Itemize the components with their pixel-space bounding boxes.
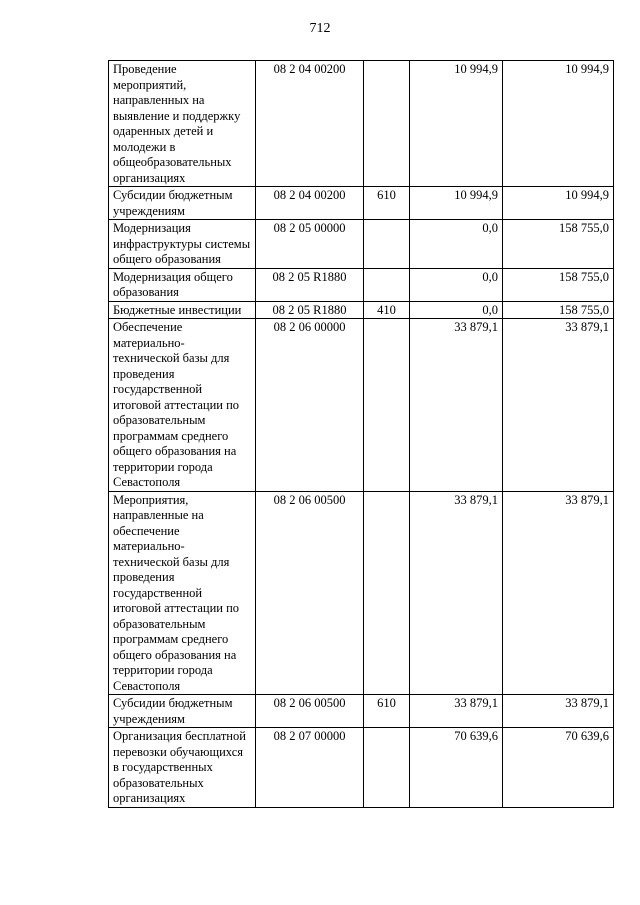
expense-type-cell [364, 319, 410, 492]
expense-type-cell [364, 61, 410, 187]
table-row [109, 220, 614, 269]
amount-first-cell: 70 639,6 [410, 728, 503, 808]
item-name-cell: Бюджетные инвестиции [109, 301, 256, 319]
amount-second-cell: 33 879,1 [503, 319, 614, 492]
amount-first-cell: 0,0 [410, 301, 503, 319]
expense-type-cell: 410 [364, 301, 410, 319]
table-row [109, 319, 614, 492]
amount-first-cell: 33 879,1 [410, 319, 503, 492]
item-name-cell: Субсидии бюджетным учреждениям [109, 695, 256, 728]
amount-second-cell: 33 879,1 [503, 491, 614, 695]
budget-table-body [109, 61, 614, 808]
amount-second-cell: 10 994,9 [503, 61, 614, 187]
amount-first-cell: 33 879,1 [410, 491, 503, 695]
amount-second-cell: 158 755,0 [503, 220, 614, 269]
page-number: 712 [309, 21, 331, 36]
expense-type-cell [364, 728, 410, 808]
item-name-cell: Субсидии бюджетным учреждениям [109, 187, 256, 220]
item-name-cell: Модернизация инфраструктуры системы общего образования [109, 220, 256, 269]
expense-type-cell [364, 268, 410, 301]
target-code-cell: 08 2 05 00000 [256, 220, 364, 269]
table-row [109, 301, 614, 319]
amount-second-cell: 70 639,6 [503, 728, 614, 808]
amount-first-cell: 0,0 [410, 268, 503, 301]
target-code-cell: 08 2 06 00500 [256, 491, 364, 695]
item-name-cell: Модернизация общего образования [109, 268, 256, 301]
target-code-cell: 08 2 06 00000 [256, 319, 364, 492]
budget-table [108, 60, 614, 808]
amount-second-cell: 158 755,0 [503, 268, 614, 301]
amount-first-cell: 10 994,9 [410, 61, 503, 187]
amount-second-cell: 10 994,9 [503, 187, 614, 220]
amount-first-cell: 0,0 [410, 220, 503, 269]
expense-type-cell [364, 491, 410, 695]
item-name-cell: Обеспечение материально-технической базы для проведения государственной итоговой аттестации по образовательным программам среднего общего образования на территории города Севастополя [109, 319, 256, 492]
target-code-cell: 08 2 04 00200 [256, 187, 364, 220]
amount-first-cell: 10 994,9 [410, 187, 503, 220]
item-name-cell: Организация бесплатной перевозки обучающихся в государственных образовательных организациях [109, 728, 256, 808]
expense-type-cell [364, 220, 410, 269]
target-code-cell: 08 2 06 00500 [256, 695, 364, 728]
target-code-cell: 08 2 04 00200 [256, 61, 364, 187]
table-row [109, 491, 614, 695]
table-row [109, 187, 614, 220]
expense-type-cell: 610 [364, 695, 410, 728]
expense-type-cell: 610 [364, 187, 410, 220]
table-row [109, 61, 614, 187]
target-code-cell: 08 2 07 00000 [256, 728, 364, 808]
item-name-cell: Мероприятия, направленные на обеспечение материально-технической базы для проведения государственной итоговой аттестации по образовательным программам среднего общего образования на территории города Севастополя [109, 491, 256, 695]
amount-second-cell: 158 755,0 [503, 301, 614, 319]
table-row [109, 695, 614, 728]
amount-second-cell: 33 879,1 [503, 695, 614, 728]
amount-first-cell: 33 879,1 [410, 695, 503, 728]
target-code-cell: 08 2 05 R1880 [256, 268, 364, 301]
table-row [109, 728, 614, 808]
item-name-cell: Проведение мероприятий, направленных на выявление и поддержку одаренных детей и молодежи в общеобразовательных организациях [109, 61, 256, 187]
target-code-cell: 08 2 05 R1880 [256, 301, 364, 319]
table-row [109, 268, 614, 301]
